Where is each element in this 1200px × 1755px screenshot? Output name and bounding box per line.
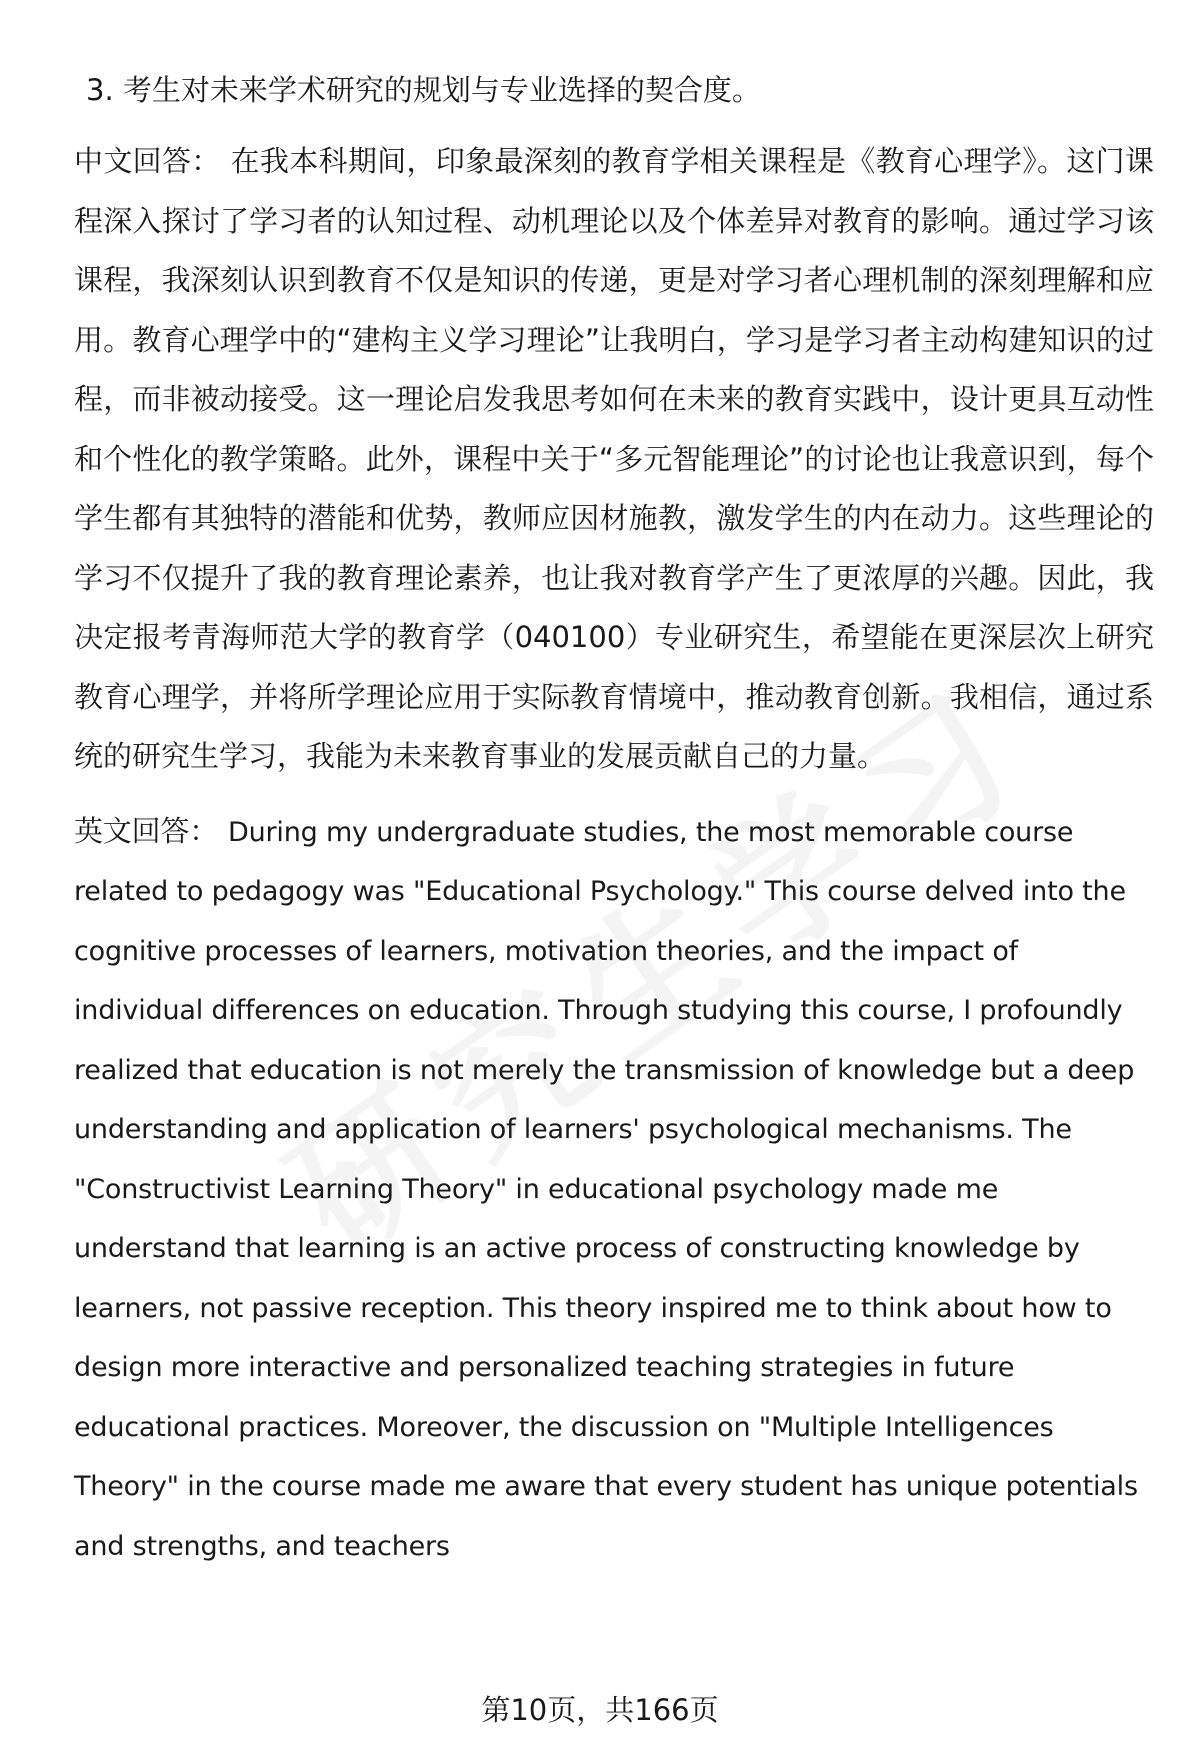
- english-answer-label: 英文回答：: [74, 813, 219, 848]
- question-item: [86, 60, 1154, 120]
- page-number: 第10页，共166页: [481, 1693, 719, 1727]
- chinese-answer: [74, 132, 1154, 787]
- chinese-answer-text: 在我本科期间，印象最深刻的教育学相关课程是《教育心理学》。这门课程深入探讨了学习者的认知过程、动机理论以及个体差异对教育的影响。通过学习该课程，我深刻认识到教育不仅是知识的传递，更是对学习者心理机制的深刻理解和应用。教育心理学中的“建构主义学习理论”让我明白，学习是学习者主动构建知识的过程，而非被动接受。这一理论启发我思考如何在未来的教育实践中，设计更具互动性和个性化的教学策略。此外，课程中关于“多元智能理论”的讨论也让我意识到，每个学生都有其独特的潜能和优势，教师应因材施教，激发学生的内在动力。这些理论的学习不仅提升了我的教育理论素养，也让我对教育学产生了更浓厚的兴趣。因此，我决定报考青海师范大学的教育学（040100）专业研究生，希望能在更深层次上研究教育心理学，并将所学理论应用于实际教育情境中，推动教育创新。我相信，通过系统的研究生学习，我能为未来教育事业的发展贡献自己的力量。: [74, 144, 1154, 773]
- english-answer-text: During my undergraduate studies, the most memorable course related to pedagogy was "Educational Psychology." This course delved into the cognitive processes of learners, motivation theories, and the impact of individual differences on education. Through studying this course, I profoundly realized that education is not merely the transmission of knowledge but a deep understanding and application of learners' psychological mechanisms. The "Constructivist Learning Theory" in educational psychology made me understand that learning is an active process of constructing knowledge by learners, not passive reception. This theory inspired me to think about how to design more interactive and personalized teaching strategies in future educational practices. Moreover, the discussion on "Multiple Intelligences Theory" in the course made me aware that every student has unique potentials and strengths, and teachers: [74, 816, 1138, 1562]
- chinese-answer-label: 中文回答：: [74, 144, 221, 178]
- english-answer: [74, 802, 1154, 1577]
- page-footer: [0, 1690, 1200, 1730]
- item-number: 3.: [86, 73, 114, 107]
- item-text: 考生对未来学术研究的规划与专业选择的契合度。: [122, 73, 761, 107]
- document-page: [74, 60, 1154, 1576]
